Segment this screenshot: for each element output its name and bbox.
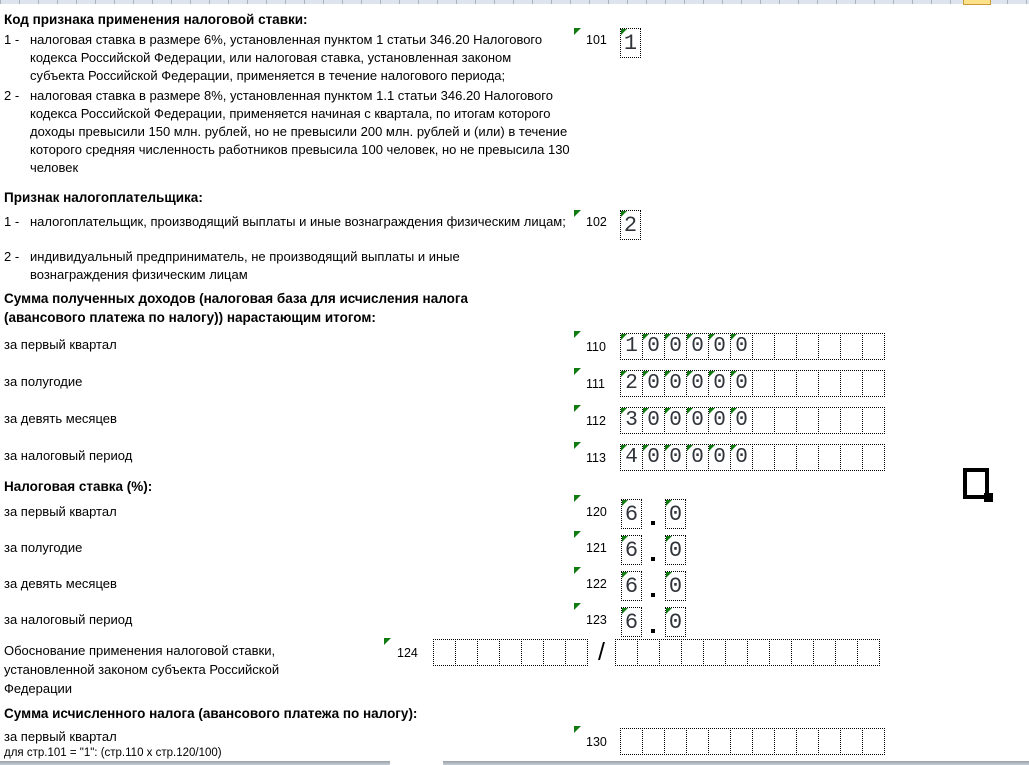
digit-cell[interactable]: 0 bbox=[664, 444, 687, 471]
digit-cell[interactable]: 0 bbox=[665, 571, 686, 601]
field-code-102: 102 bbox=[586, 215, 607, 229]
digit-cell[interactable] bbox=[637, 639, 660, 666]
digit-cell[interactable] bbox=[659, 639, 682, 666]
digit-cell[interactable] bbox=[708, 728, 731, 755]
field-code-121: 121 bbox=[586, 541, 607, 555]
digit-cell[interactable] bbox=[796, 333, 819, 360]
comment-marker-icon bbox=[574, 603, 581, 610]
option-number: 2 - bbox=[4, 88, 20, 103]
digit-cell[interactable]: 0 bbox=[642, 407, 665, 434]
decimal-separator bbox=[651, 593, 655, 597]
field-110-cells[interactable] bbox=[620, 333, 885, 360]
field-123-int-cell[interactable] bbox=[621, 607, 642, 637]
digit-cell[interactable] bbox=[774, 444, 797, 471]
field-121-frac-cell[interactable] bbox=[665, 535, 686, 565]
slash-separator: / bbox=[598, 638, 605, 666]
digit-cell[interactable]: 0 bbox=[708, 407, 731, 434]
digit-cell[interactable] bbox=[796, 407, 819, 434]
comment-marker-icon bbox=[384, 638, 391, 645]
digit-cell[interactable] bbox=[796, 728, 819, 755]
digit-cell[interactable]: 0 bbox=[642, 370, 665, 397]
digit-cell[interactable]: 6 bbox=[621, 571, 642, 601]
digit-cell[interactable]: 0 bbox=[665, 535, 686, 565]
digit-cell[interactable] bbox=[642, 728, 665, 755]
selected-column-header[interactable] bbox=[963, 0, 991, 5]
digit-cell[interactable]: 6 bbox=[621, 499, 642, 529]
digit-cell[interactable] bbox=[681, 639, 704, 666]
digit-cell[interactable] bbox=[862, 407, 885, 434]
digit-cell[interactable] bbox=[796, 370, 819, 397]
digit-cell[interactable]: 0 bbox=[708, 444, 731, 471]
digit-cell[interactable]: 0 bbox=[686, 370, 709, 397]
window-edge-right bbox=[443, 761, 1029, 765]
field-120-int-cell[interactable] bbox=[621, 499, 642, 529]
field-code-124: 124 bbox=[397, 646, 418, 660]
comment-marker-icon bbox=[574, 442, 581, 449]
row-label: за налоговый период bbox=[4, 612, 133, 627]
digit-cell[interactable] bbox=[813, 639, 836, 666]
digit-cell[interactable] bbox=[818, 728, 841, 755]
digit-cell[interactable]: 0 bbox=[664, 333, 687, 360]
digit-cell[interactable] bbox=[862, 728, 885, 755]
comment-marker-icon bbox=[574, 567, 581, 574]
field-124-part1-cells[interactable] bbox=[433, 639, 588, 666]
digit-cell[interactable] bbox=[818, 444, 841, 471]
rate-code-option-2 bbox=[4, 87, 572, 177]
digit-cell[interactable]: 1 bbox=[620, 333, 643, 360]
digit-cell[interactable] bbox=[840, 407, 863, 434]
digit-cell[interactable]: 0 bbox=[708, 333, 731, 360]
field-code-112: 112 bbox=[586, 414, 606, 428]
field-code-101: 101 bbox=[586, 33, 607, 47]
digit-cell[interactable] bbox=[774, 407, 797, 434]
field-code-123: 123 bbox=[586, 613, 607, 627]
field-code-110: 110 bbox=[586, 340, 606, 354]
digit-cell[interactable] bbox=[857, 639, 880, 666]
digit-cell[interactable]: 0 bbox=[708, 370, 731, 397]
section-title-rate-code: Код признака применения налоговой ставки: bbox=[4, 12, 308, 27]
field-code-130: 130 bbox=[586, 735, 607, 749]
digit-cell[interactable] bbox=[774, 728, 797, 755]
digit-cell[interactable]: 0 bbox=[664, 370, 687, 397]
row-label: за полугодие bbox=[4, 540, 83, 555]
digit-cell[interactable] bbox=[752, 370, 775, 397]
decimal-separator bbox=[651, 629, 655, 633]
digit-cell[interactable] bbox=[862, 333, 885, 360]
digit-cell[interactable] bbox=[455, 639, 478, 666]
option-number: 2 - bbox=[4, 249, 20, 264]
digit-cell[interactable] bbox=[840, 370, 863, 397]
digit-cell[interactable]: 0 bbox=[642, 333, 665, 360]
digit-cell[interactable] bbox=[477, 639, 500, 666]
digit-cell[interactable] bbox=[835, 639, 858, 666]
selection-handle[interactable] bbox=[984, 493, 993, 502]
digit-cell[interactable] bbox=[752, 407, 775, 434]
section-title-taxpayer: Признак налогоплательщика: bbox=[4, 190, 203, 205]
digit-cell[interactable] bbox=[747, 639, 770, 666]
digit-cell[interactable] bbox=[774, 370, 797, 397]
digit-cell[interactable] bbox=[752, 728, 775, 755]
digit-cell[interactable]: 0 bbox=[686, 333, 709, 360]
row-label: за полугодие bbox=[4, 374, 83, 389]
row-label: за первый квартал bbox=[4, 337, 117, 352]
comment-marker-icon bbox=[574, 28, 581, 35]
row-label: за первый квартал bbox=[4, 504, 117, 519]
field-122-int-cell[interactable] bbox=[621, 571, 642, 601]
field-102-cells[interactable] bbox=[620, 210, 641, 240]
field-123-frac-cell[interactable] bbox=[665, 607, 686, 637]
field-120-frac-cell[interactable] bbox=[665, 499, 686, 529]
comment-marker-icon bbox=[574, 210, 581, 217]
digit-cell[interactable]: 1 bbox=[620, 28, 641, 58]
digit-cell[interactable] bbox=[615, 639, 638, 666]
field-code-122: 122 bbox=[586, 577, 607, 591]
column-header-strip[interactable] bbox=[0, 0, 1029, 5]
digit-cell[interactable]: 0 bbox=[686, 444, 709, 471]
taxpayer-option-2 bbox=[4, 248, 534, 284]
row-formula-note: для стр.101 = "1": (стр.110 х стр.120/100) bbox=[4, 747, 222, 759]
decimal-separator bbox=[651, 521, 655, 525]
digit-cell[interactable] bbox=[818, 370, 841, 397]
comment-marker-icon bbox=[574, 726, 581, 733]
digit-cell[interactable] bbox=[499, 639, 522, 666]
field-code-120: 120 bbox=[586, 505, 607, 519]
field-code-113: 113 bbox=[586, 451, 606, 465]
decimal-separator bbox=[651, 557, 655, 561]
digit-cell[interactable]: 6 bbox=[621, 535, 642, 565]
digit-cell[interactable]: 3 bbox=[620, 407, 643, 434]
digit-cell[interactable]: 0 bbox=[642, 444, 665, 471]
digit-cell[interactable] bbox=[840, 333, 863, 360]
digit-cell[interactable] bbox=[664, 728, 687, 755]
digit-cell[interactable] bbox=[730, 728, 753, 755]
comment-marker-icon bbox=[574, 405, 581, 412]
field-122-frac-cell[interactable] bbox=[665, 571, 686, 601]
digit-cell[interactable]: 2 bbox=[620, 210, 641, 240]
taxpayer-option-1 bbox=[4, 213, 572, 231]
digit-cell[interactable] bbox=[818, 407, 841, 434]
row-label: за первый квартал bbox=[4, 729, 117, 744]
digit-cell[interactable] bbox=[703, 639, 726, 666]
option-number: 1 - bbox=[4, 32, 20, 47]
digit-cell[interactable]: 0 bbox=[665, 607, 686, 637]
digit-cell[interactable] bbox=[774, 333, 797, 360]
digit-cell[interactable] bbox=[791, 639, 814, 666]
digit-cell[interactable]: 2 bbox=[620, 370, 643, 397]
comment-marker-icon bbox=[574, 331, 581, 338]
digit-cell[interactable] bbox=[752, 333, 775, 360]
digit-cell[interactable] bbox=[686, 728, 709, 755]
field-111-cells[interactable] bbox=[620, 370, 885, 397]
digit-cell[interactable]: 0 bbox=[730, 370, 753, 397]
digit-cell[interactable] bbox=[862, 444, 885, 471]
comment-marker-icon bbox=[574, 368, 581, 375]
option-text: налоговая ставка в размере 6%, установленная пунктом 1 статьи 346.20 Налогового кодекса Российской Федерации, или налоговая ставка, установленная законом субъекта Российской Федерации, применяется в течение налогового периода; bbox=[30, 32, 543, 83]
digit-cell[interactable]: 0 bbox=[665, 499, 686, 529]
option-text: налоговая ставка в размере 8%, установленная пунктом 1.1 статьи 346.20 Налогового кодекса Российской Федерации, применяется начиная с квартала, по итогам которого доходы превысили 150 млн. рублей, но не превысили 200 млн. рублей и (или) в течение которого средняя численность работников превысила 100 человек, но не превысила 130 человек bbox=[30, 88, 570, 175]
field-130-cells[interactable] bbox=[620, 728, 885, 755]
rate-code-option-1 bbox=[4, 31, 564, 85]
digit-cell[interactable] bbox=[862, 370, 885, 397]
digit-cell[interactable]: 0 bbox=[664, 407, 687, 434]
field-124-part2-cells[interactable] bbox=[615, 639, 880, 666]
option-number: 1 - bbox=[4, 214, 20, 229]
field-code-111: 111 bbox=[586, 377, 606, 391]
digit-cell[interactable] bbox=[725, 639, 748, 666]
digit-cell[interactable] bbox=[796, 444, 819, 471]
digit-cell[interactable] bbox=[840, 444, 863, 471]
row-label: Обоснование применения налоговой ставки, установленной законом субъекта Российской Федерации bbox=[4, 643, 280, 696]
digit-cell[interactable]: 6 bbox=[621, 607, 642, 637]
digit-cell[interactable] bbox=[433, 639, 456, 666]
row-label: за девять месяцев bbox=[4, 576, 117, 591]
digit-cell[interactable] bbox=[840, 728, 863, 755]
row-label: за девять месяцев bbox=[4, 411, 117, 426]
digit-cell[interactable] bbox=[752, 444, 775, 471]
row-label: за налоговый период bbox=[4, 448, 133, 463]
digit-cell[interactable]: 0 bbox=[730, 444, 753, 471]
comment-marker-icon bbox=[574, 495, 581, 502]
digit-cell[interactable] bbox=[521, 639, 544, 666]
field-113-cells[interactable] bbox=[620, 444, 885, 471]
comment-marker-icon bbox=[574, 531, 581, 538]
section-title-income: Сумма полученных доходов (налоговая база для исчисления налога (авансового платежа по налогу)) нарастающим итогом: bbox=[4, 291, 468, 325]
option-text: индивидуальный предприниматель, не производящий выплаты и иные вознаграждения физическим лицам bbox=[30, 249, 460, 282]
window-edge-left bbox=[0, 761, 390, 765]
field-101-cells[interactable] bbox=[620, 28, 641, 58]
field-121-int-cell[interactable] bbox=[621, 535, 642, 565]
digit-cell[interactable]: 4 bbox=[620, 444, 643, 471]
digit-cell[interactable] bbox=[543, 639, 566, 666]
digit-cell[interactable] bbox=[769, 639, 792, 666]
digit-cell[interactable]: 0 bbox=[730, 407, 753, 434]
field-112-cells[interactable] bbox=[620, 407, 885, 434]
digit-cell[interactable] bbox=[620, 728, 643, 755]
section-title-tax: Сумма исчисленного налога (авансового платежа по налогу): bbox=[4, 706, 418, 721]
digit-cell[interactable]: 0 bbox=[686, 407, 709, 434]
digit-cell[interactable] bbox=[818, 333, 841, 360]
digit-cell[interactable]: 0 bbox=[730, 333, 753, 360]
digit-cell[interactable] bbox=[565, 639, 588, 666]
option-text: налогоплательщик, производящий выплаты и иные вознаграждения физическим лицам; bbox=[30, 214, 566, 229]
section-title-rate: Налоговая ставка (%): bbox=[4, 479, 153, 494]
